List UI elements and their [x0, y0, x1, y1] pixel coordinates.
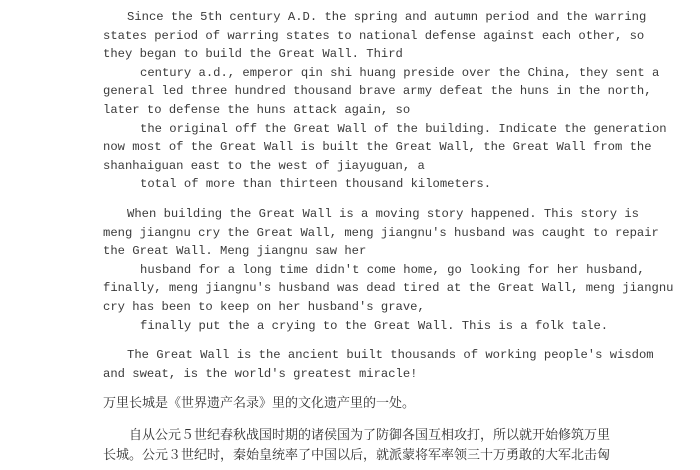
paragraph-1: [103, 8, 667, 194]
text-line: 自从公元５世纪春秋战国时期的诸侯国为了防御各国互相攻打，所以就开始修筑万里: [129, 428, 611, 444]
text-line: and sweat, is the world's greatest miracle!: [103, 366, 418, 381]
text-line: When building the Great Wall is a moving story happened. This story is: [127, 206, 639, 221]
text-line: The Great Wall is the ancient built thousands of working people's wisdom: [127, 348, 654, 363]
chinese-paragraph-2: [103, 426, 611, 466]
text-line: 长城。公元３世纪时，秦始皇统率了中国以后，就派蒙将军率领三十万勇敢的大军北击匈: [103, 448, 611, 464]
text-line: the original off the Great Wall of the building. Indicate the generation: [140, 121, 667, 136]
text-line: later to defense the huns attack again, so: [103, 102, 411, 117]
text-line: general led three hundred thousand brave army defeat the huns in the north,: [103, 84, 652, 99]
text-line: Since the 5th century A.D. the spring and autumn period and the warring: [127, 10, 647, 24]
paragraph-3: [103, 346, 654, 383]
chinese-paragraph-1: [103, 394, 583, 414]
text-line: finally, meng jiangnu's husband was dead tired at the Great Wall, meng jiangnu: [103, 281, 674, 296]
document-page: [103, 8, 674, 466]
paragraph-2: [103, 205, 674, 335]
text-line: they began to build the Great Wall. Third: [103, 47, 403, 62]
text-line: finally put the a crying to the Great Wall. This is a folk tale.: [140, 318, 609, 333]
text-line: 万里长城是《世界遗产名录》里的文化遗产里的一处。: [103, 396, 416, 412]
text-line: total of more than thirteen thousand kilometers.: [140, 177, 492, 192]
text-line: shanhaiguan east to the west of jiayuguan, a: [103, 158, 425, 173]
text-line: states period of warring states to national defense against each other, so: [103, 28, 645, 43]
text-line: husband for a long time didn't come home, go looking for her husband,: [140, 262, 645, 277]
text-line: century a.d., emperor qin shi huang preside over the China, they sent a: [140, 65, 660, 80]
text-line: the Great Wall. Meng jiangnu saw her: [103, 244, 367, 259]
text-line: meng jiangnu cry the Great Wall, meng jiangnu's husband was caught to repair: [103, 225, 659, 240]
text-line: now most of the Great Wall is built the Great Wall, the Great Wall from the: [103, 140, 652, 155]
text-line: cry has been to keep on her husband's grave,: [103, 299, 425, 314]
